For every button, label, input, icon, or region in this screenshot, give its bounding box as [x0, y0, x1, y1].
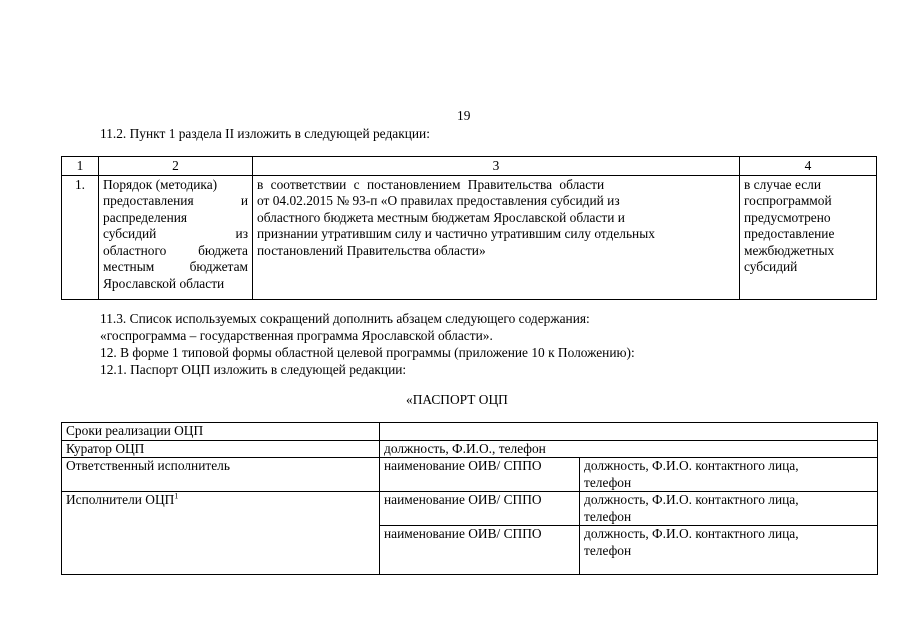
cell-line: Порядок (методика): [103, 176, 218, 192]
cell-line: в случае если: [744, 176, 822, 192]
cell-line: предусмотрено: [744, 209, 831, 225]
row-value: должность, Ф.И.О., телефон: [380, 440, 878, 458]
paragraph-11-3: 11.3. Список используемых сокращений дополнить абзацем следующего содержания:: [100, 311, 590, 326]
cell-subject: [99, 175, 253, 299]
cell-line: телефон: [584, 508, 632, 524]
cell-line: областного бюджета: [103, 242, 248, 258]
cell-line: должность, Ф.И.О. контактного лица,: [584, 492, 799, 507]
column-header: 4: [740, 157, 877, 176]
cell-line: местным бюджетам: [103, 259, 248, 274]
cell-condition: [740, 175, 877, 299]
paragraph-quote: «госпрограмма – государственная программа Ярославской области».: [100, 328, 493, 343]
table-row: [62, 423, 878, 441]
cell-basis: [253, 175, 740, 299]
table-row: [62, 440, 878, 458]
column-header: 1: [62, 157, 99, 176]
cell-line: должность, Ф.И.О. контактного лица,: [584, 458, 799, 473]
row-label: Куратор ОЦП: [62, 440, 380, 458]
passport-table: [61, 422, 878, 575]
cell-line: от 04.02.2015 № 93-п «О правилах предоставления субсидий из: [257, 193, 620, 208]
cell-line: субсидий: [744, 259, 798, 274]
paragraph-11-2: 11.2. Пункт 1 раздела II изложить в следующей редакции:: [100, 126, 430, 141]
row-label-text: Исполнители ОЦП: [66, 492, 175, 507]
cell-line: признании утратившим силу и частично утратившим силу отдельных: [257, 226, 655, 241]
cell-line: распределения: [103, 209, 188, 225]
row-value: [380, 423, 878, 441]
org-cell: наименование ОИВ/ СППО: [380, 526, 580, 575]
org-cell: наименование ОИВ/ СППО: [380, 492, 580, 526]
table-header-row: [62, 157, 877, 176]
table-row: [62, 492, 878, 526]
row-label: Сроки реализации ОЦП: [62, 423, 380, 441]
paragraph-12: 12. В форме 1 типовой формы областной целевой программы (приложение 10 к Положению):: [100, 345, 635, 360]
contact-cell: [580, 458, 878, 492]
cell-line: предоставление: [744, 226, 835, 241]
passport-title: «ПАСПОРТ ОЦП: [406, 392, 508, 407]
cell-line: межбюджетных: [744, 242, 835, 258]
footnote-marker: 1: [174, 491, 179, 501]
cell-line: Ярославской области: [103, 275, 225, 291]
contact-cell: [580, 526, 878, 575]
amendment-table: [61, 156, 877, 300]
cell-line: постановлений Правительства области»: [257, 242, 486, 258]
column-header: 2: [99, 157, 253, 176]
page-number: 19: [457, 108, 471, 123]
cell-line: субсидий из: [103, 226, 248, 241]
cell-line: телефон: [584, 542, 632, 558]
row-label: Ответственный исполнитель: [62, 458, 380, 492]
cell-line: областного бюджета местным бюджетам Ярославской области и: [257, 209, 625, 225]
cell-line: должность, Ф.И.О. контактного лица,: [584, 526, 799, 541]
row-label: [62, 492, 380, 575]
row-number: 1.: [62, 175, 99, 299]
cell-line: в соответствии с постановлением Правительства области: [257, 176, 605, 192]
paragraph-12-1: 12.1. Паспорт ОЦП изложить в следующей редакции:: [100, 362, 407, 377]
cell-line: телефон: [584, 474, 632, 490]
contact-cell: [580, 492, 878, 526]
table-row: [62, 458, 878, 492]
table-row: [62, 175, 877, 299]
org-cell: наименование ОИВ/ СППО: [380, 458, 580, 492]
cell-line: предоставления и: [103, 193, 248, 208]
cell-line: госпрограммой: [744, 193, 832, 208]
column-header: 3: [253, 157, 740, 176]
